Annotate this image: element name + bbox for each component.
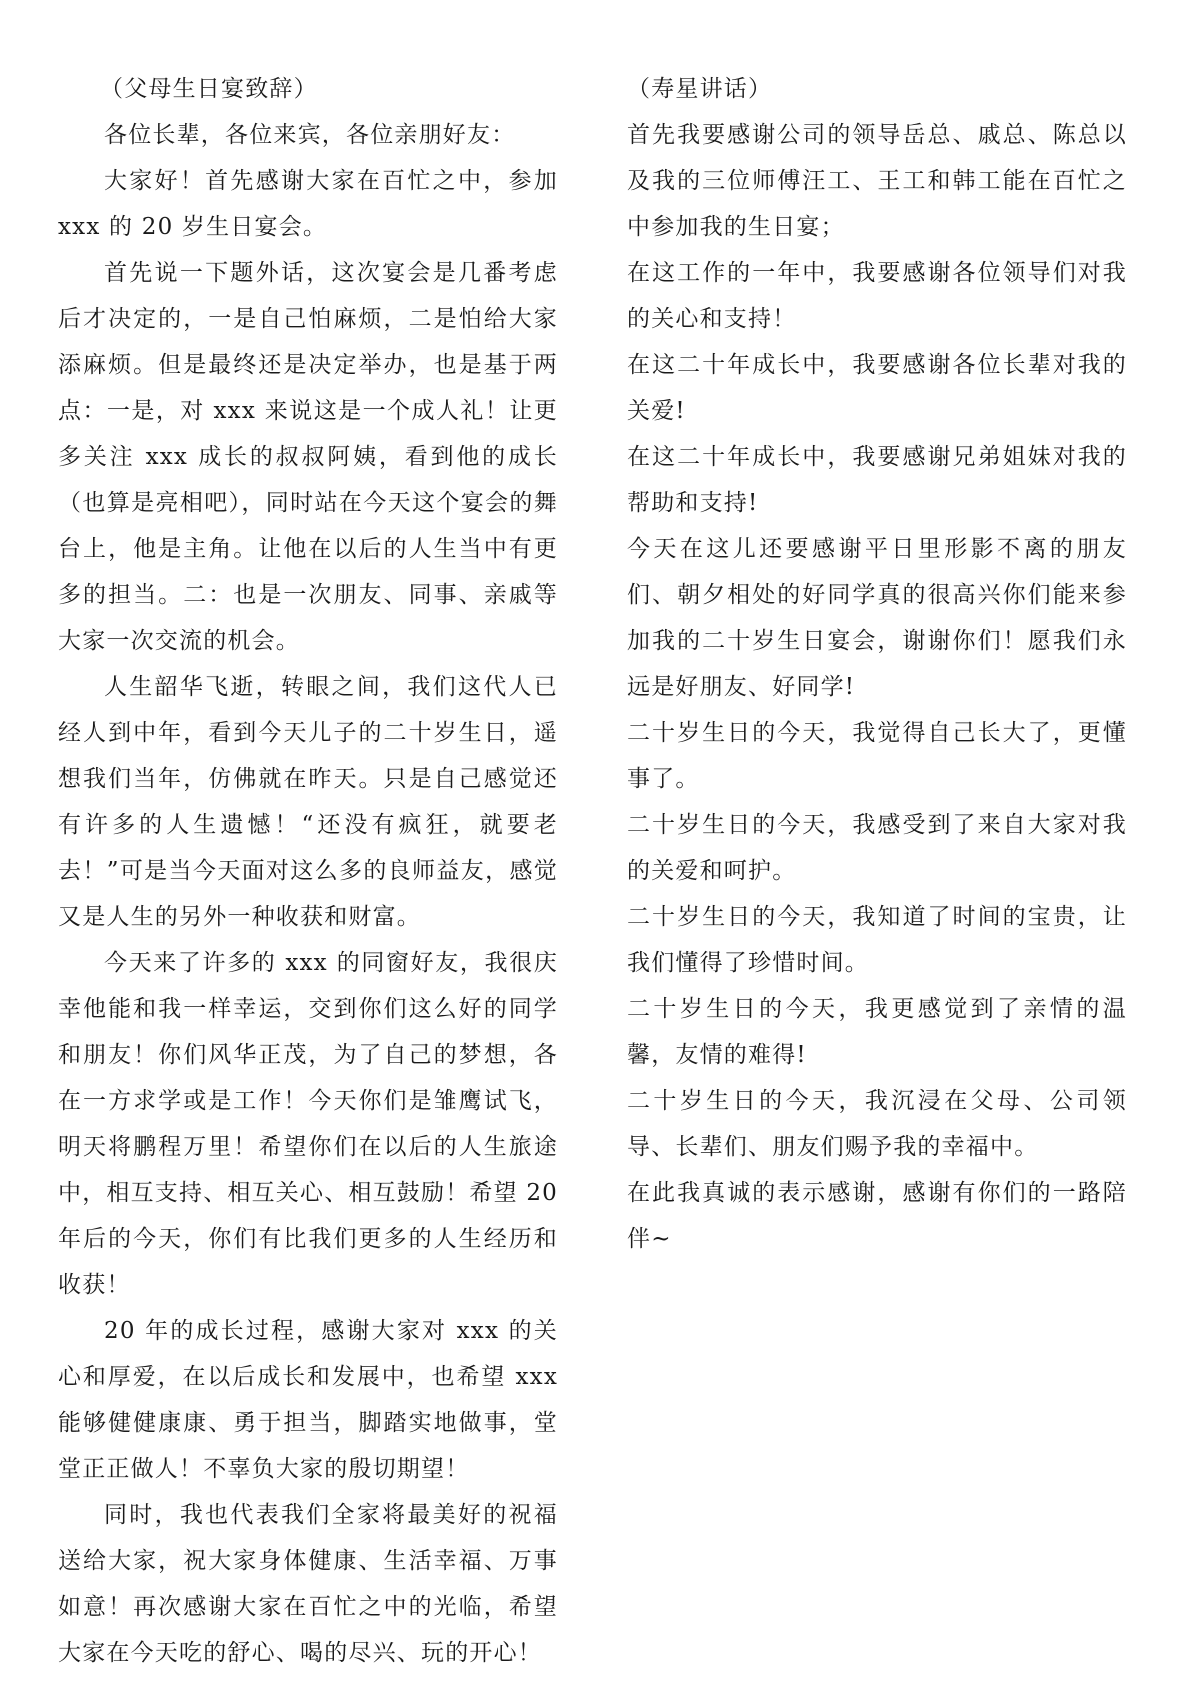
- speech-paragraph: 首先说一下题外话，这次宴会是几番考虑后才决定的，一是自己怕麻烦，二是怕给大家添麻烦。但是最终还是决定举办，也是基于两点：一是，对 xxx 来说这是一个成人礼！让更多关注 xxx 成长的叔叔阿姨，看到他的成长（也算是亮相吧），同时站在今天这个宴会的舞台上，他是主角。让他在以后的人生当中有更多的担当。二：也是一次朋友、同事、亲戚等大家一次交流的机会。: [58, 260, 558, 654]
- birthday-person-speech-column: [627, 66, 1127, 1262]
- parents-speech-heading: （父母生日宴致辞）: [100, 76, 318, 102]
- speech-paragraph: 大家好！首先感谢大家在百忙之中，参加 xxx 的 20 岁生日宴会。: [58, 168, 567, 240]
- speech-paragraph: 在这工作的一年中，我要感谢各位领导们对我的关心和支持！: [627, 260, 1127, 332]
- speech-paragraph: 二十岁生日的今天，我更感觉到了亲情的温馨，友情的难得!: [627, 996, 1127, 1068]
- speech-paragraph: 在这二十年成长中，我要感谢兄弟姐妹对我的帮助和支持!: [627, 444, 1127, 516]
- speech-paragraph: 二十岁生日的今天，我知道了时间的宝贵，让我们懂得了珍惜时间。: [627, 904, 1127, 976]
- speech-paragraph: 在这二十年成长中，我要感谢各位长辈对我的关爱!: [627, 352, 1127, 424]
- speech-paragraph: 各位长辈，各位来宾，各位亲朋好友：: [104, 122, 516, 148]
- speech-paragraph: 二十岁生日的今天，我觉得自己长大了，更懂事了。: [627, 720, 1127, 792]
- speech-paragraph: 在此我真诚的表示感谢，感谢有你们的一路陪伴~: [627, 1180, 1127, 1252]
- speech-paragraph: 二十岁生日的今天，我沉浸在父母、公司领导、长辈们、朋友们赐予我的幸福中。: [627, 1088, 1127, 1160]
- speech-paragraph: 首先我要感谢公司的领导岳总、戚总、陈总以及我的三位师傅汪工、王工和韩工能在百忙之中参加我的生日宴；: [627, 122, 1127, 240]
- speech-paragraph: 人生韶华飞逝，转眼之间，我们这代人已经人到中年，看到今天儿子的二十岁生日，遥想我们当年，仿佛就在昨天。只是自己感觉还有许多的人生遗憾！“还没有疯狂，就要老去！”可是当今天面对这么多的良师益友，感觉又是人生的另外一种收获和财富。: [58, 674, 558, 930]
- speech-paragraph: 今天来了许多的 xxx 的同窗好友，我很庆幸他能和我一样幸运，交到你们这么好的同学和朋友！你们风华正茂，为了自己的梦想，各在一方求学或是工作！今天你们是雏鹰试飞，明天将鹏程万里！希望你们在以后的人生旅途中，相互支持、相互关心、相互鼓励！希望 20 年后的今天，你们有比我们更多的人生经历和收获！: [58, 950, 567, 1298]
- speech-paragraph: 今天在这儿还要感谢平日里形影不离的朋友们、朝夕相处的好同学真的很高兴你们能来参加我的二十岁生日宴会，谢谢你们！愿我们永远是好朋友、好同学!: [627, 536, 1127, 700]
- birthday-person-speech-heading: （寿星讲话）: [627, 76, 773, 102]
- parents-speech-column: [58, 66, 567, 1676]
- speech-paragraph: 20 年的成长过程，感谢大家对 xxx 的关心和厚爱，在以后成长和发展中，也希望 xxx 能够健健康康、勇于担当，脚踏实地做事，堂堂正正做人！不辜负大家的殷切期望！: [58, 1318, 567, 1482]
- speech-paragraph: 二十岁生日的今天，我感受到了来自大家对我的关爱和呵护。: [627, 812, 1127, 884]
- speech-paragraph: 同时，我也代表我们全家将最美好的祝福送给大家，祝大家身体健康、生活幸福、万事如意！再次感谢大家在百忙之中的光临，希望大家在今天吃的舒心、喝的尽兴、玩的开心！: [58, 1502, 558, 1666]
